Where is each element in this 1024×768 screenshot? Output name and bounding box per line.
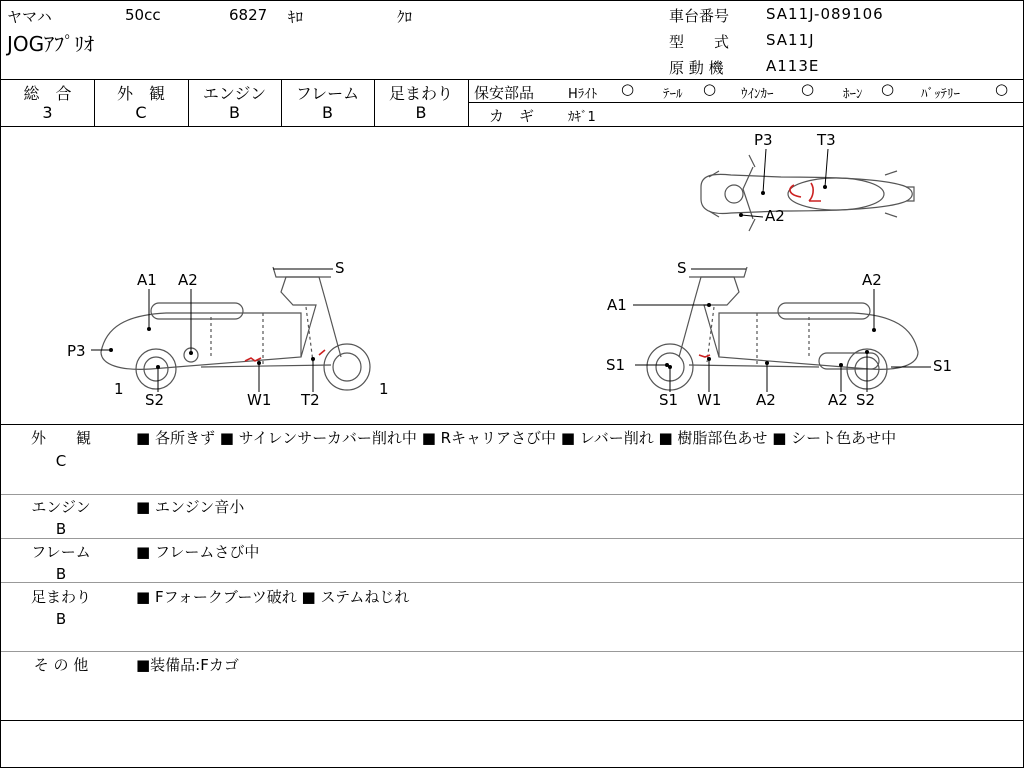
right-label-s: S	[677, 259, 687, 277]
mileage: 6827	[229, 6, 268, 24]
safety-item-winker: ｳｲﾝｶｰ	[741, 87, 774, 102]
notes-exterior-title: 外 観	[30, 429, 91, 447]
grade-row-top-line	[1, 79, 1023, 80]
suspension-grade: B	[415, 103, 427, 122]
overall-label: 総 合	[23, 84, 72, 103]
right-label-s1-bottom: S1	[659, 391, 679, 409]
notes-divider	[1, 651, 1023, 652]
safety-label: 保安部品	[474, 84, 535, 102]
top-label-t3: T3	[817, 131, 836, 149]
notes-frame-text: ■ フレームさび中	[136, 543, 260, 561]
right-label-s2: S2	[856, 391, 876, 409]
frame-grade: B	[322, 103, 333, 122]
right-label-s1-right: S1	[933, 357, 953, 375]
type-label: 型 式	[669, 33, 730, 51]
engine-value: A113E	[766, 57, 820, 75]
safety-item-battery: ﾊﾞｯﾃﾘｰ	[921, 87, 960, 102]
notes-frame-title: フレーム	[31, 543, 91, 561]
notes-suspension-text: ■ Fフォークブーツ破れ ■ ステムねじれ	[136, 588, 410, 606]
body-color: ｸﾛ	[397, 8, 413, 26]
frame-grade-label: フレーム	[295, 84, 360, 103]
notes-exterior-text: ■ 各所きず ■ サイレンサーカバー削れ中 ■ Rキャリアさび中 ■ レバー削れ ■ 樹脂部色あせ ■ シート色あせ中	[136, 429, 897, 447]
overall-grade: 3	[42, 103, 53, 122]
top-label-p3: P3	[754, 131, 773, 149]
left-label-w1: W1	[247, 391, 272, 409]
safety-item-headlight: Hﾗｲﾄ	[568, 87, 598, 102]
left-label-a1: A1	[137, 271, 157, 289]
leader-lines	[91, 149, 931, 392]
suspension-grade-label: 足まわり	[388, 84, 453, 103]
notes-divider	[1, 494, 1023, 495]
exterior-grade: C	[135, 103, 147, 122]
engine-grade: B	[229, 103, 240, 122]
notes-divider	[1, 538, 1023, 539]
safety-mark-headlight: ○	[621, 80, 635, 98]
left-label-1-front: 1	[114, 380, 124, 398]
type-value: SA11J	[766, 31, 815, 49]
notes-other-title: そ の 他	[33, 656, 89, 674]
frame-no: SA11J-089106	[766, 5, 884, 23]
left-label-1-rear: 1	[379, 380, 389, 398]
exterior-label: 外 観	[116, 84, 165, 103]
safety-item-horn: ﾎｰﾝ	[843, 87, 863, 102]
safety-mark-horn: ○	[881, 80, 895, 98]
notes-divider	[1, 582, 1023, 583]
left-label-s: S	[335, 259, 345, 277]
left-label-p3: P3	[67, 342, 86, 360]
key-value: ｶｷﾞ1	[568, 110, 596, 125]
maker: ヤマハ	[7, 8, 52, 26]
left-label-a2: A2	[178, 271, 198, 289]
safety-mark-battery: ○	[995, 80, 1009, 98]
notes-engine-grade: B	[55, 520, 67, 538]
notes-bottom-line	[1, 720, 1023, 721]
right-label-a1: A1	[607, 296, 627, 314]
top-view-scooter	[701, 155, 914, 231]
right-label-s1-left: S1	[606, 356, 626, 374]
frame-no-label: 車台番号	[669, 7, 730, 25]
left-label-s2: S2	[145, 391, 165, 409]
engine-label: 原 動 機	[669, 59, 724, 77]
damage-marks	[245, 183, 821, 361]
notes-suspension-grade: B	[55, 610, 67, 628]
notes-engine-text: ■ エンジン音小	[136, 498, 245, 516]
model-name: JOGｱﾌﾟﾘｵ	[7, 32, 95, 56]
left-label-t2: T2	[301, 391, 320, 409]
notes-other-text: ■装備品:Fカゴ	[136, 656, 239, 674]
grade-divider	[468, 79, 469, 126]
displacement: 50cc	[125, 6, 161, 24]
engine-grade-label: エンジン	[202, 84, 267, 103]
safety-mark-winker: ○	[801, 80, 815, 98]
safety-item-tail: ﾃｰﾙ	[663, 87, 683, 102]
notes-exterior-grade: C	[55, 452, 67, 470]
mileage-unit: ｷﾛ	[288, 8, 304, 26]
right-label-a2-rear: A2	[828, 391, 848, 409]
safety-mid-line	[468, 102, 1023, 103]
right-label-a2-top: A2	[862, 271, 882, 289]
key-label: カ ギ	[489, 107, 535, 125]
right-label-w1: W1	[697, 391, 722, 409]
top-label-a2: A2	[765, 207, 785, 225]
right-label-a2-bottom: A2	[756, 391, 776, 409]
notes-frame-grade: B	[55, 565, 67, 583]
notes-suspension-title: 足まわり	[30, 588, 91, 606]
safety-mark-tail: ○	[703, 80, 717, 98]
notes-engine-title: エンジン	[31, 498, 91, 516]
leader-dots	[109, 185, 876, 369]
diagram-bottom-line	[1, 424, 1023, 425]
